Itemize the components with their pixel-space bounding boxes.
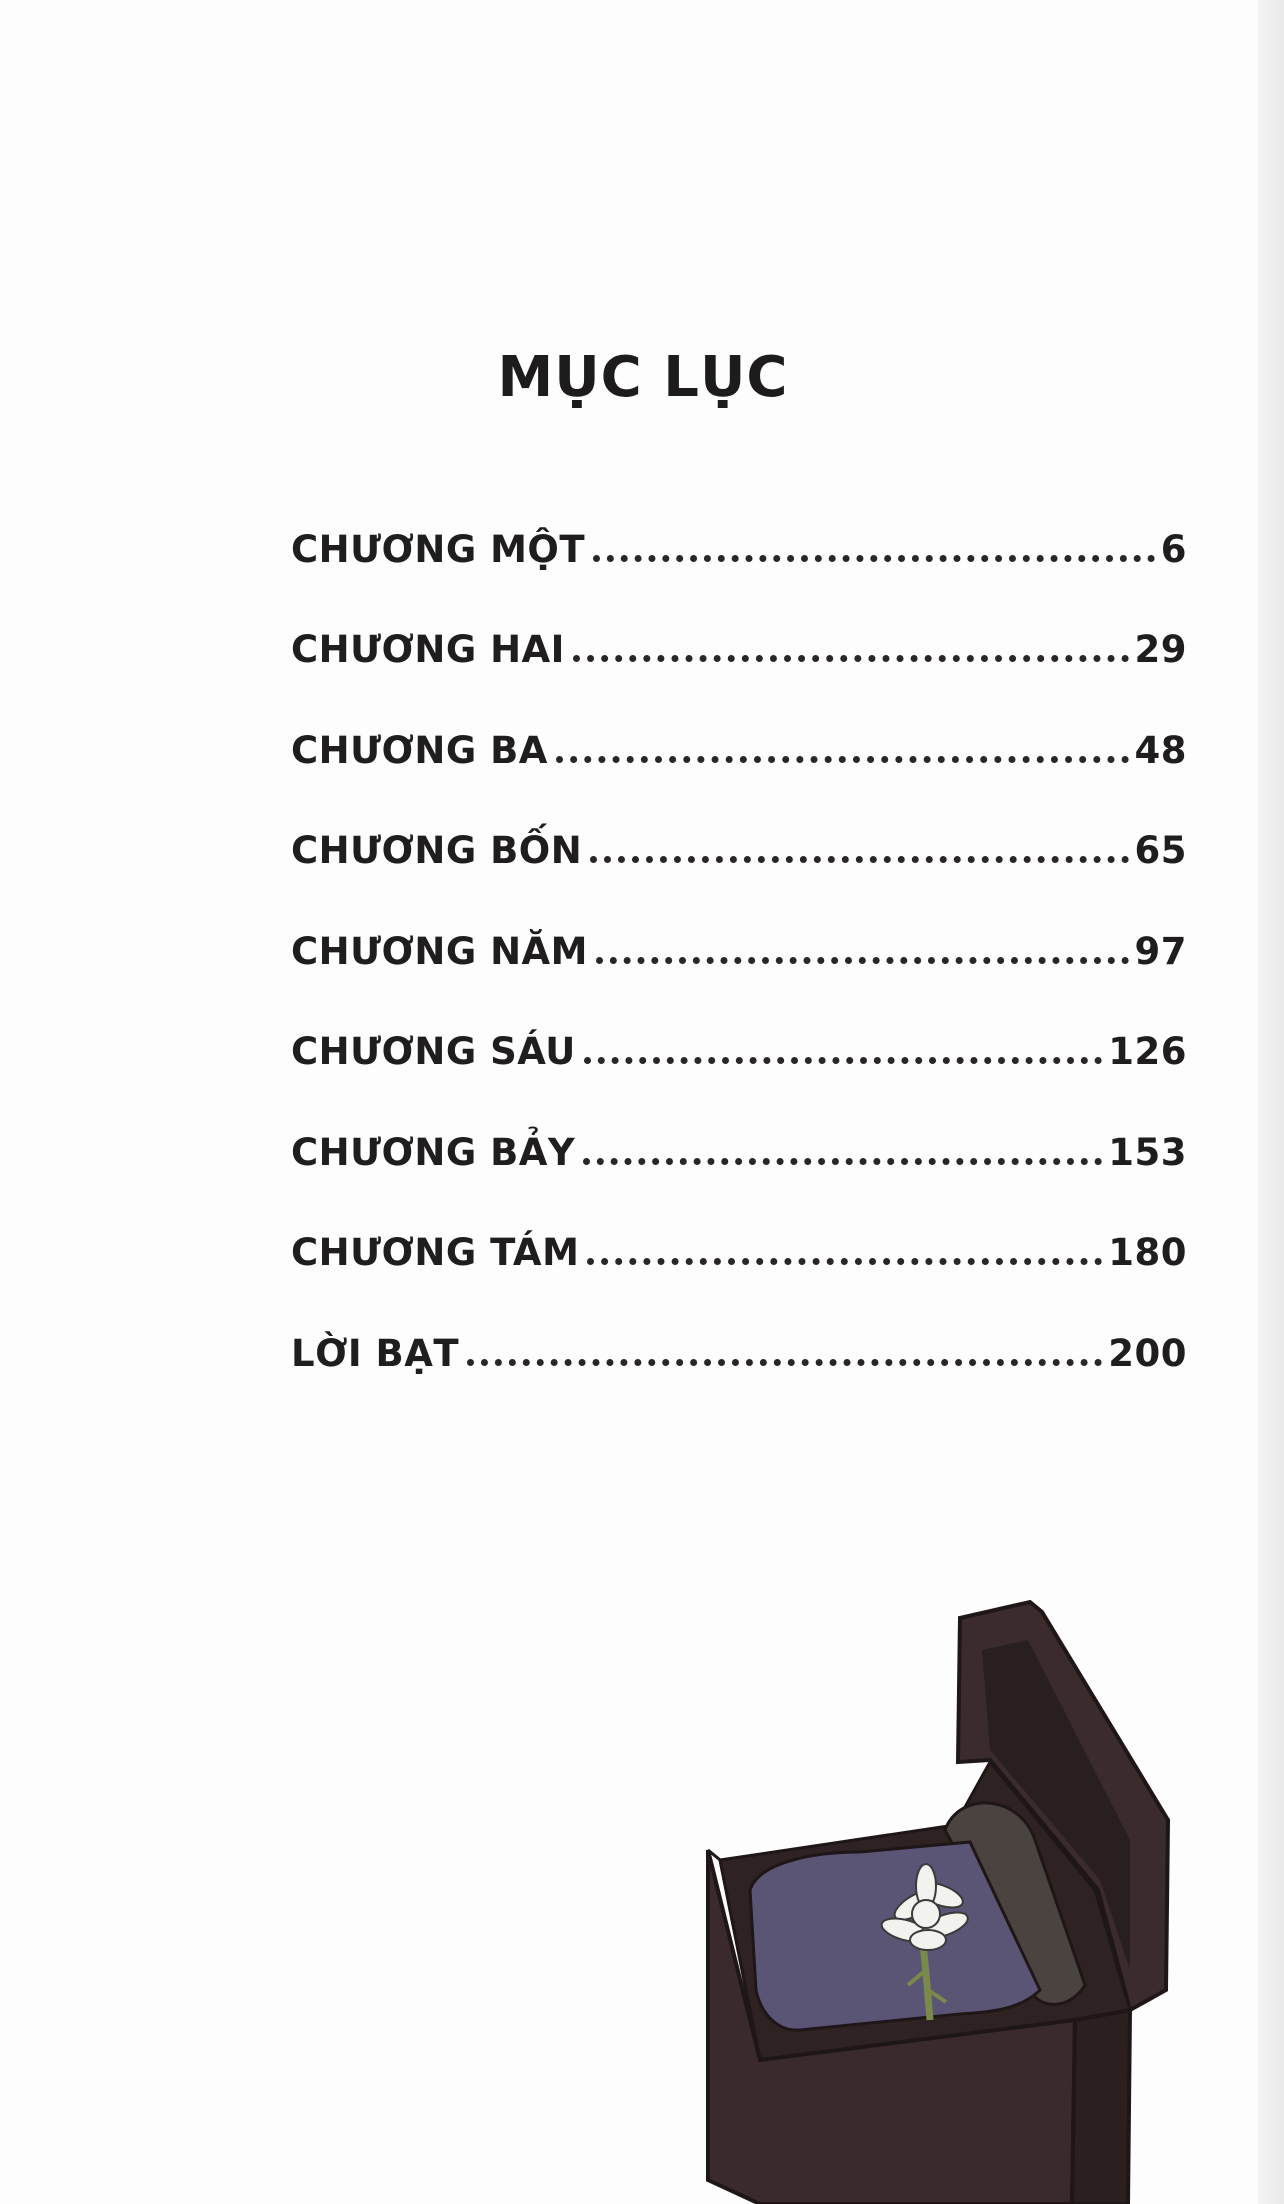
toc-list xyxy=(291,470,1187,1375)
toc-entry-page: 65 xyxy=(1134,829,1187,872)
toc-entry-page: 48 xyxy=(1134,728,1187,772)
toc-entry[interactable] xyxy=(291,872,1187,973)
toc-entry-label: LỜI BẠT xyxy=(291,1331,460,1375)
toc-entry[interactable] xyxy=(291,470,1187,571)
dot-leader xyxy=(583,1158,1102,1165)
toc-entry[interactable] xyxy=(291,1274,1187,1375)
toc-entry[interactable] xyxy=(291,1174,1187,1275)
toc-entry-page: 153 xyxy=(1108,1130,1187,1174)
dot-leader xyxy=(587,1258,1102,1265)
toc-entry-label: CHƯƠNG BỐN xyxy=(291,829,583,872)
toc-entry[interactable] xyxy=(291,671,1187,772)
toc-entry-label: CHƯƠNG BẢY xyxy=(291,1130,576,1174)
toc-entry[interactable] xyxy=(291,772,1187,873)
toc-entry-label: CHƯƠNG TÁM xyxy=(291,1231,580,1274)
page-edge xyxy=(1258,0,1284,2204)
toc-entry[interactable] xyxy=(291,1073,1187,1174)
dot-leader xyxy=(590,856,1128,863)
toc-entry-label: CHƯƠNG NĂM xyxy=(291,929,588,973)
toc-entry-label: CHƯƠNG SÁU xyxy=(291,1030,576,1073)
dot-leader xyxy=(556,756,1129,763)
dot-leader xyxy=(596,957,1129,964)
toc-entry-page: 29 xyxy=(1134,628,1187,671)
dot-leader xyxy=(573,655,1129,662)
dot-leader xyxy=(467,1359,1102,1366)
toc-title: MỤC LỤC xyxy=(497,345,789,410)
ring-box-with-flower-icon xyxy=(690,1590,1190,2204)
toc-entry-page: 126 xyxy=(1108,1030,1187,1073)
toc-entry-label: CHƯƠNG HAI xyxy=(291,628,565,671)
toc-entry[interactable] xyxy=(291,571,1187,672)
toc-entry-page: 180 xyxy=(1108,1231,1187,1274)
dot-leader xyxy=(593,555,1155,562)
toc-entry-label: CHƯƠNG BA xyxy=(291,728,548,772)
toc-entry[interactable] xyxy=(291,973,1187,1074)
dot-leader xyxy=(584,1057,1103,1064)
toc-entry-page: 97 xyxy=(1134,929,1187,973)
toc-entry-page: 200 xyxy=(1108,1331,1187,1375)
toc-entry-page: 6 xyxy=(1160,527,1187,571)
toc-entry-label: CHƯƠNG MỘT xyxy=(291,527,586,571)
